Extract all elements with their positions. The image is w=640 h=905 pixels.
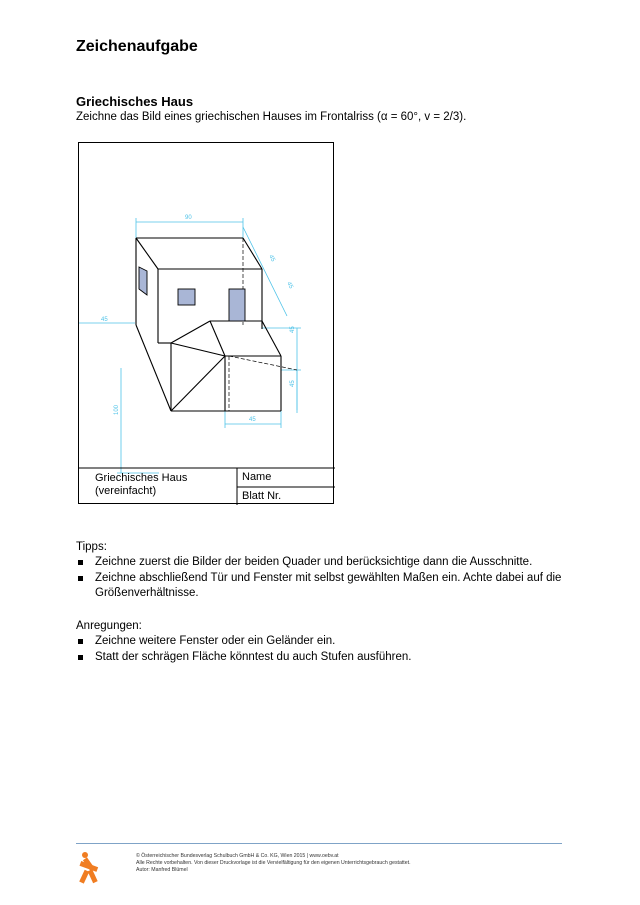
dimension-label: 45	[101, 317, 108, 323]
drawing-frame	[78, 142, 334, 504]
title-block-name-line1: Griechisches Haus	[95, 472, 188, 484]
title-block-field-sheet: Blatt Nr.	[242, 490, 282, 502]
hidden-edges	[229, 238, 297, 411]
ideas-heading: Anregungen:	[76, 620, 142, 632]
openings	[139, 267, 245, 321]
dimension-label: 90	[185, 215, 192, 221]
dimension-label: 45	[290, 380, 296, 387]
footer-divider	[76, 843, 562, 844]
list-item: Statt der schrägen Fläche könntest du auch Stufen ausführen.	[76, 650, 566, 666]
list-item: Zeichne zuerst die Bilder der beiden Quader und berücksichtige dann die Ausschnitte.	[76, 555, 566, 571]
page-title: Zeichenaufgabe	[76, 38, 198, 55]
front-window	[178, 289, 195, 305]
dimension-label: 100	[114, 404, 120, 415]
publisher-logo-icon	[76, 850, 104, 891]
dimension-label: 45	[267, 254, 276, 263]
task-text: Zeichne das Bild eines griechischen Hauses im Frontalriss (α = 60°, v = 2/3).	[76, 111, 467, 123]
footer-text	[136, 853, 411, 874]
footer-copyright: © Österreichischer Bundesverlag Schulbuch GmbH & Co. KG, Wien 2015 | www.oebv.at	[136, 853, 339, 859]
house-outline	[136, 238, 281, 411]
title-block-field-name: Name	[242, 471, 272, 483]
section-title: Griechisches Haus	[76, 94, 194, 109]
side-window	[139, 267, 147, 295]
door	[229, 289, 245, 321]
ideas-section	[76, 620, 566, 665]
footer-rights: Alle Rechte vorbehalten. Von dieser Druckvorlage ist die Vervielfältigung für den eigenen Unterrichtsgebrauch gestattet.	[136, 860, 411, 866]
footer-author: Autor: Manfred Blümel	[136, 867, 188, 873]
list-item: Zeichne weitere Fenster oder ein Geländer ein.	[76, 634, 566, 650]
dimension-label: 45	[290, 326, 296, 333]
dimension-label: 45	[249, 417, 256, 423]
tips-section	[76, 541, 566, 602]
title-block-name-line2: (vereinfacht)	[95, 485, 157, 497]
house-drawing	[79, 143, 335, 505]
dimension-label: 45	[285, 281, 294, 290]
tips-heading: Tipps:	[76, 541, 107, 553]
list-item: Zeichne abschließend Tür und Fenster mit selbst gewählten Maßen ein. Achte dabei auf die Größenverhältnisse.	[76, 571, 566, 602]
